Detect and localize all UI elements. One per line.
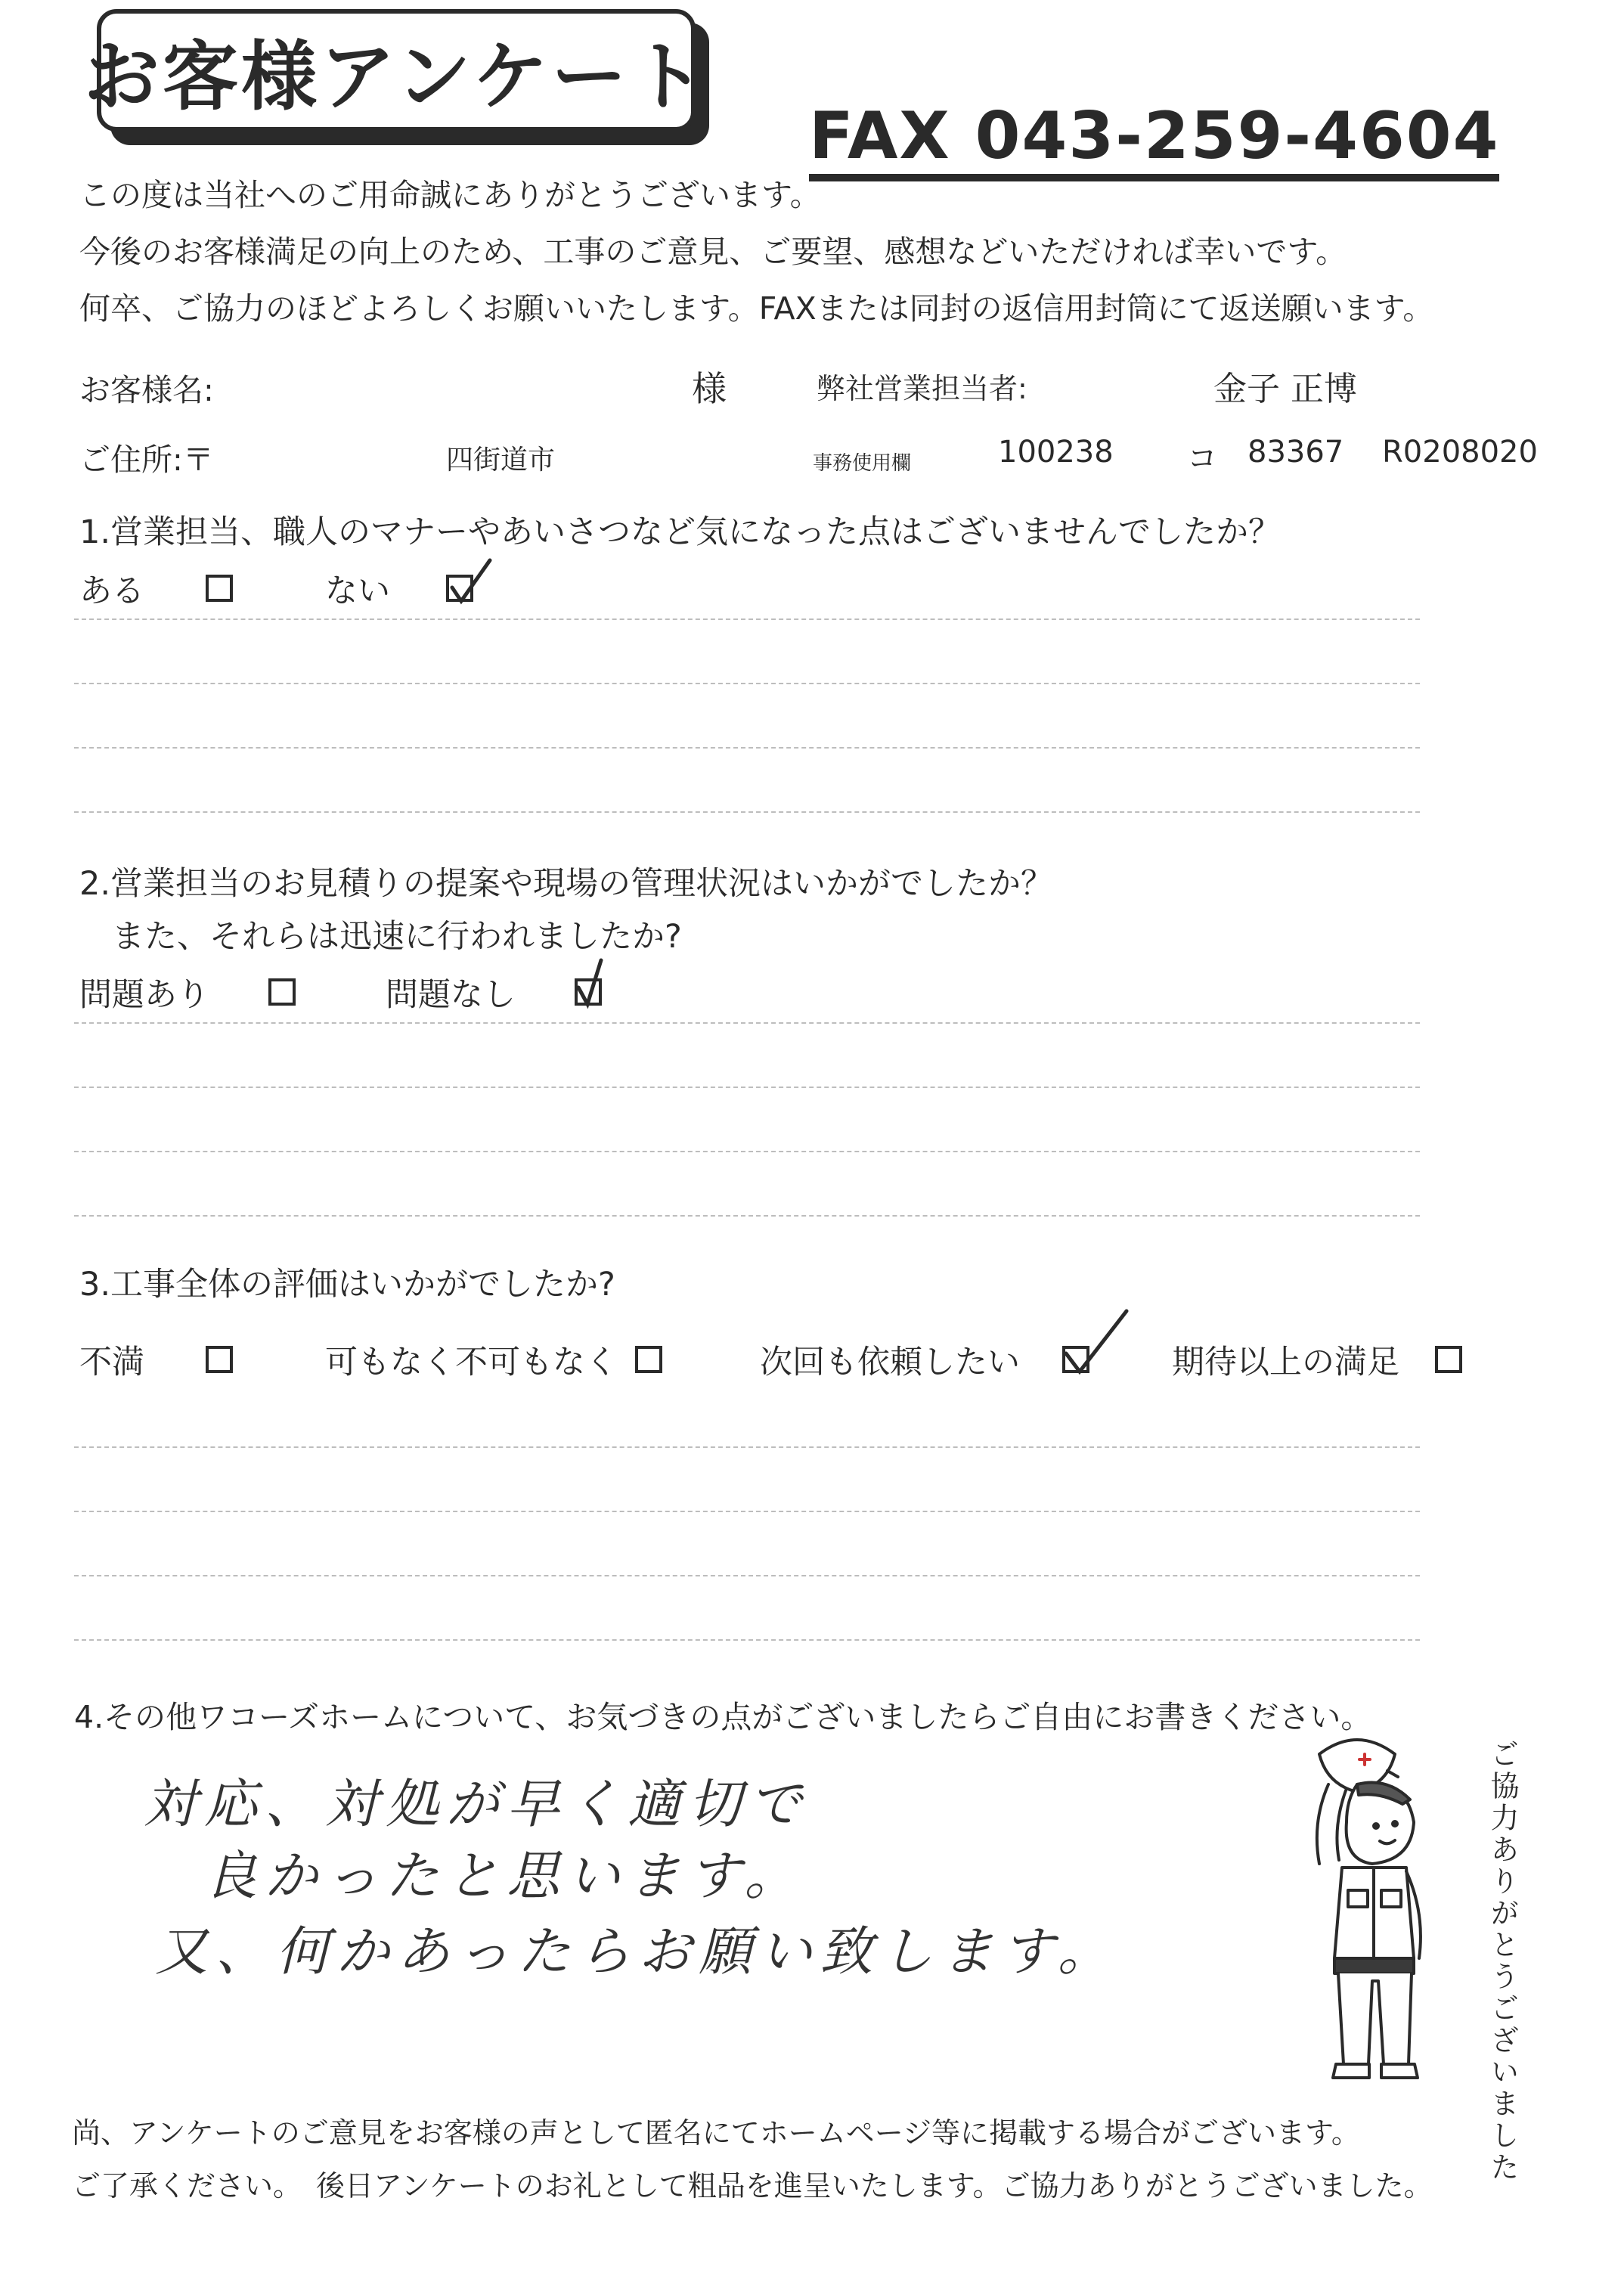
footer-note-line-2: ご了承ください。 後日アンケートのお礼として粗品を進呈いたします。ご協力ありがとうございました。: [72, 2169, 1433, 2203]
question-1: 1.営業担当、職人のマナーやあいさつなど気になった点はございませんでしたか？: [79, 513, 1282, 551]
sales-rep-name: 金子 正博: [1213, 370, 1357, 408]
intro-line-1: この度は当社へのご用命誠にありがとうございます。: [79, 177, 821, 213]
footer-note-line-1: 尚、アンケートのご意見をお客様の声として匿名にてホームページ等に掲載する場合がございます。: [72, 2116, 1360, 2150]
q3-answer-line: [74, 1639, 1420, 1641]
survey-title-box: [84, 9, 708, 132]
q3-checkbox-dissatisfied[interactable]: [206, 1346, 233, 1373]
q1-answer-line: [74, 747, 1420, 749]
q2-check-mark: [571, 954, 624, 1012]
office-code-1: 100238: [998, 435, 1114, 470]
q3-checkbox-neutral[interactable]: [635, 1346, 662, 1373]
survey-title: お客様アンケート: [84, 33, 708, 121]
office-use-label: 事務使用欄: [813, 452, 912, 475]
q1-option-label-yes: ある: [79, 572, 144, 610]
address-city: 四街道市: [446, 445, 556, 476]
worker-illustration: [1274, 1731, 1455, 2087]
office-code-4: R0208020: [1382, 435, 1538, 470]
sales-rep-label: 弊社営業担当者:: [817, 372, 1027, 405]
q2-answer-line: [74, 1022, 1420, 1024]
handwritten-answer-line-2: 良かったと思います。: [204, 1845, 805, 1907]
q2-answer-line: [74, 1215, 1420, 1217]
q2-answer-line: [74, 1087, 1420, 1088]
q3-answer-line: [74, 1575, 1420, 1576]
q3-option-label-neutral: 可もなく不可もなく: [325, 1344, 618, 1381]
q3-option-label-request-again: 次回も依頼したい: [760, 1344, 1020, 1381]
question-4: 4.その他ワコーズホームについて、お気づきの点がございましたらご自由にお書きください。: [74, 1699, 1372, 1735]
office-code-3: 83367: [1247, 435, 1344, 470]
handwritten-answer-line-1: 対応、対処が早く適切で: [144, 1773, 809, 1835]
address-label: ご住所:〒: [79, 442, 214, 478]
q1-answer-line: [74, 811, 1420, 813]
q1-check-mark: [446, 556, 499, 609]
question-3: 3.工事全体の評価はいかがでしたか?: [79, 1266, 615, 1304]
side-thanks: ご協力ありがとうございました: [1486, 1739, 1519, 2184]
question-2-line-1: 2.営業担当のお見積りの提案や現場の管理状況はいかがでしたか？: [79, 865, 1054, 903]
q1-option-label-no: ない: [325, 572, 390, 610]
q3-option-label-dissatisfied: 不満: [79, 1344, 144, 1381]
q3-option-label-exceeded: 期待以上の満足: [1172, 1344, 1399, 1381]
q3-check-mark: [1058, 1307, 1142, 1382]
q3-answer-line: [74, 1446, 1420, 1448]
customer-name-label: お客様名:: [79, 372, 214, 408]
office-code-2: コ: [1187, 442, 1217, 476]
intro-line-3: 何卒、ご協力のほどよろしくお願いいたします。FAXまたは同封の返信用封筒にて返送願います。: [79, 290, 1434, 327]
q2-option-label-no-problem: 問題なし: [386, 976, 516, 1014]
q1-checkbox-yes[interactable]: [206, 575, 233, 602]
q3-checkbox-exceeded[interactable]: [1435, 1346, 1462, 1373]
honorific: 様: [692, 368, 727, 409]
q1-answer-line: [74, 618, 1420, 620]
q2-answer-line: [74, 1151, 1420, 1152]
q2-checkbox-problem[interactable]: [268, 978, 296, 1006]
intro-line-2: 今後のお客様満足の向上のため、工事のご意見、ご要望、感想などいただければ幸いです。: [79, 234, 1347, 270]
q2-option-label-problem: 問題あり: [79, 976, 209, 1014]
handwritten-answer-line-3: 又、何かあったらお願い致します。: [155, 1920, 1118, 1982]
q1-answer-line: [74, 683, 1420, 684]
q3-answer-line: [74, 1511, 1420, 1512]
fax-number: FAX 043-259-4604: [809, 100, 1499, 181]
question-2-line-2: また、それらは迅速に行われましたか?: [112, 918, 682, 956]
